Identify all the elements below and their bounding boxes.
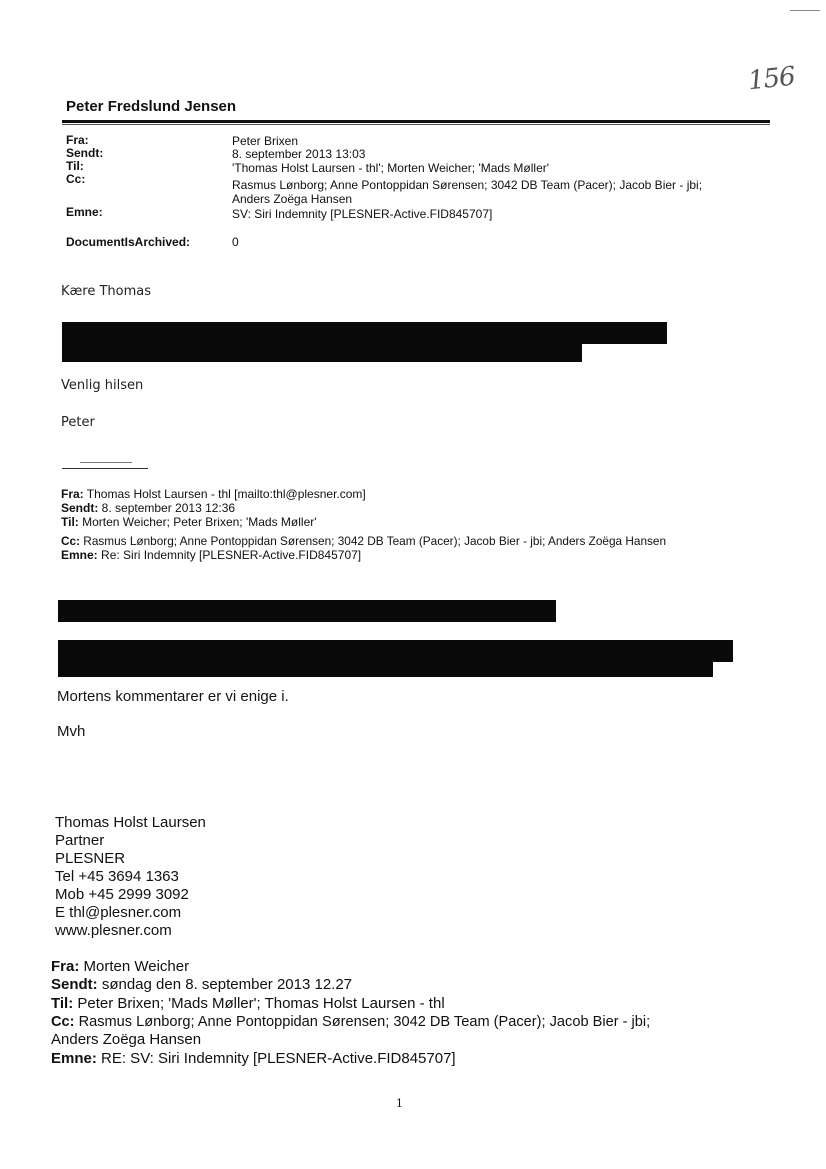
comment-text: Mortens kommentarer er vi enige i. xyxy=(57,688,289,705)
signature-mobile: Mob +45 2999 3092 xyxy=(55,886,189,903)
page-number: 1 xyxy=(396,1097,403,1110)
forward1-sent-label: Sendt: xyxy=(61,501,99,515)
header-cc-value-line2: Anders Zoëga Hansen xyxy=(232,192,353,206)
header-archived-value: 0 xyxy=(232,235,239,249)
signature-website: www.plesner.com xyxy=(55,922,172,939)
forward1-from-value: Thomas Holst Laursen - thl [mailto:thl@plesner.com] xyxy=(83,487,366,501)
forward1-from-label: Fra: xyxy=(61,487,84,501)
forward1-cc-row xyxy=(61,535,791,548)
signature-title: Partner xyxy=(55,832,105,849)
forward2-from-row xyxy=(51,958,751,975)
signature-email: E thl@plesner.com xyxy=(55,904,182,921)
forward1-cc-value: Rasmus Lønborg; Anne Pontoppidan Sørensen; 3042 DB Team (Pacer); Jacob Bier - jbi; Anders Zoëga Hansen xyxy=(80,534,667,548)
redaction-bar xyxy=(58,660,713,677)
header-sent-label: Sendt: xyxy=(66,146,104,160)
forward2-subject-row xyxy=(51,1050,751,1067)
header-rule-thin xyxy=(62,124,770,125)
header-subject-value: SV: Siri Indemnity [PLESNER-Active.FID845707] xyxy=(232,207,493,221)
forward2-to-row xyxy=(51,995,751,1012)
handwritten-page-mark: 156 xyxy=(746,61,797,97)
signature-company: PLESNER xyxy=(55,850,126,867)
signoff-text: Peter xyxy=(61,415,95,430)
forward2-cc-row xyxy=(51,1014,771,1031)
forward2-subject-value: RE: SV: Siri Indemnity [PLESNER-Active.FID845707] xyxy=(96,1050,456,1067)
header-to-label: Til: xyxy=(66,159,84,173)
forward2-from-label: Fra: xyxy=(51,958,80,975)
forward2-sent-row xyxy=(51,976,751,993)
forward2-to-label: Til: xyxy=(51,995,74,1012)
header-cc-value-line1: Rasmus Lønborg; Anne Pontoppidan Sørensen; 3042 DB Team (Pacer); Jacob Bier - jbi; xyxy=(232,178,703,192)
header-from-label: Fra: xyxy=(66,133,89,147)
header-to-value: 'Thomas Holst Laursen - thl'; Morten Weicher; 'Mads Møller' xyxy=(232,161,550,175)
header-rule xyxy=(62,120,770,123)
scan-edge-line xyxy=(790,10,820,11)
forward1-sent-value: 8. september 2013 12:36 xyxy=(98,501,236,515)
forward2-cc-value-line1: Rasmus Lønborg; Anne Pontoppidan Sørensen; 3042 DB Team (Pacer); Jacob Bier - jbi; xyxy=(74,1014,651,1030)
forward2-cc-label: Cc: xyxy=(51,1014,75,1030)
forward2-cc-value-line2: Anders Zoëga Hansen xyxy=(51,1031,202,1048)
redaction-bar xyxy=(62,344,582,362)
separator-line xyxy=(62,468,148,469)
signature-name: Thomas Holst Laursen xyxy=(55,814,206,831)
forward1-from-row xyxy=(61,488,761,501)
header-archived-label: DocumentIsArchived: xyxy=(66,235,191,249)
header-subject-label: Emne: xyxy=(66,205,103,219)
forward2-to-value: Peter Brixen; 'Mads Møller'; Thomas Holst Laursen - thl xyxy=(73,995,445,1012)
forward2-subject-label: Emne: xyxy=(51,1050,97,1067)
signature-phone: Tel +45 3694 1363 xyxy=(55,868,179,885)
redaction-bar xyxy=(62,322,667,344)
forward1-subject-row xyxy=(61,549,761,562)
mailbox-owner-name: Peter Fredslund Jensen xyxy=(66,98,237,115)
separator-line xyxy=(80,462,132,463)
forward1-subject-label: Emne: xyxy=(61,548,98,562)
redaction-bar xyxy=(58,640,733,662)
redaction-bar xyxy=(58,600,556,622)
header-sent-value: 8. september 2013 13:03 xyxy=(232,147,366,161)
forward1-sent-row xyxy=(61,502,761,515)
forward1-subject-value: Re: Siri Indemnity [PLESNER-Active.FID845707] xyxy=(97,548,362,562)
forward2-sent-value: søndag den 8. september 2013 12.27 xyxy=(97,976,353,993)
closing-text: Mvh xyxy=(57,723,86,740)
forward1-cc-label: Cc: xyxy=(61,534,81,548)
closing-text: Venlig hilsen xyxy=(61,378,144,393)
forward1-to-value: Morten Weicher; Peter Brixen; 'Mads Møller' xyxy=(78,515,317,529)
header-from-value: Peter Brixen xyxy=(232,134,299,148)
header-cc-label: Cc: xyxy=(66,172,86,186)
forward2-from-value: Morten Weicher xyxy=(79,958,190,975)
forward1-to-row xyxy=(61,516,761,529)
forward2-sent-label: Sendt: xyxy=(51,976,98,993)
greeting-text: Kære Thomas xyxy=(61,284,152,299)
forward1-to-label: Til: xyxy=(61,515,79,529)
